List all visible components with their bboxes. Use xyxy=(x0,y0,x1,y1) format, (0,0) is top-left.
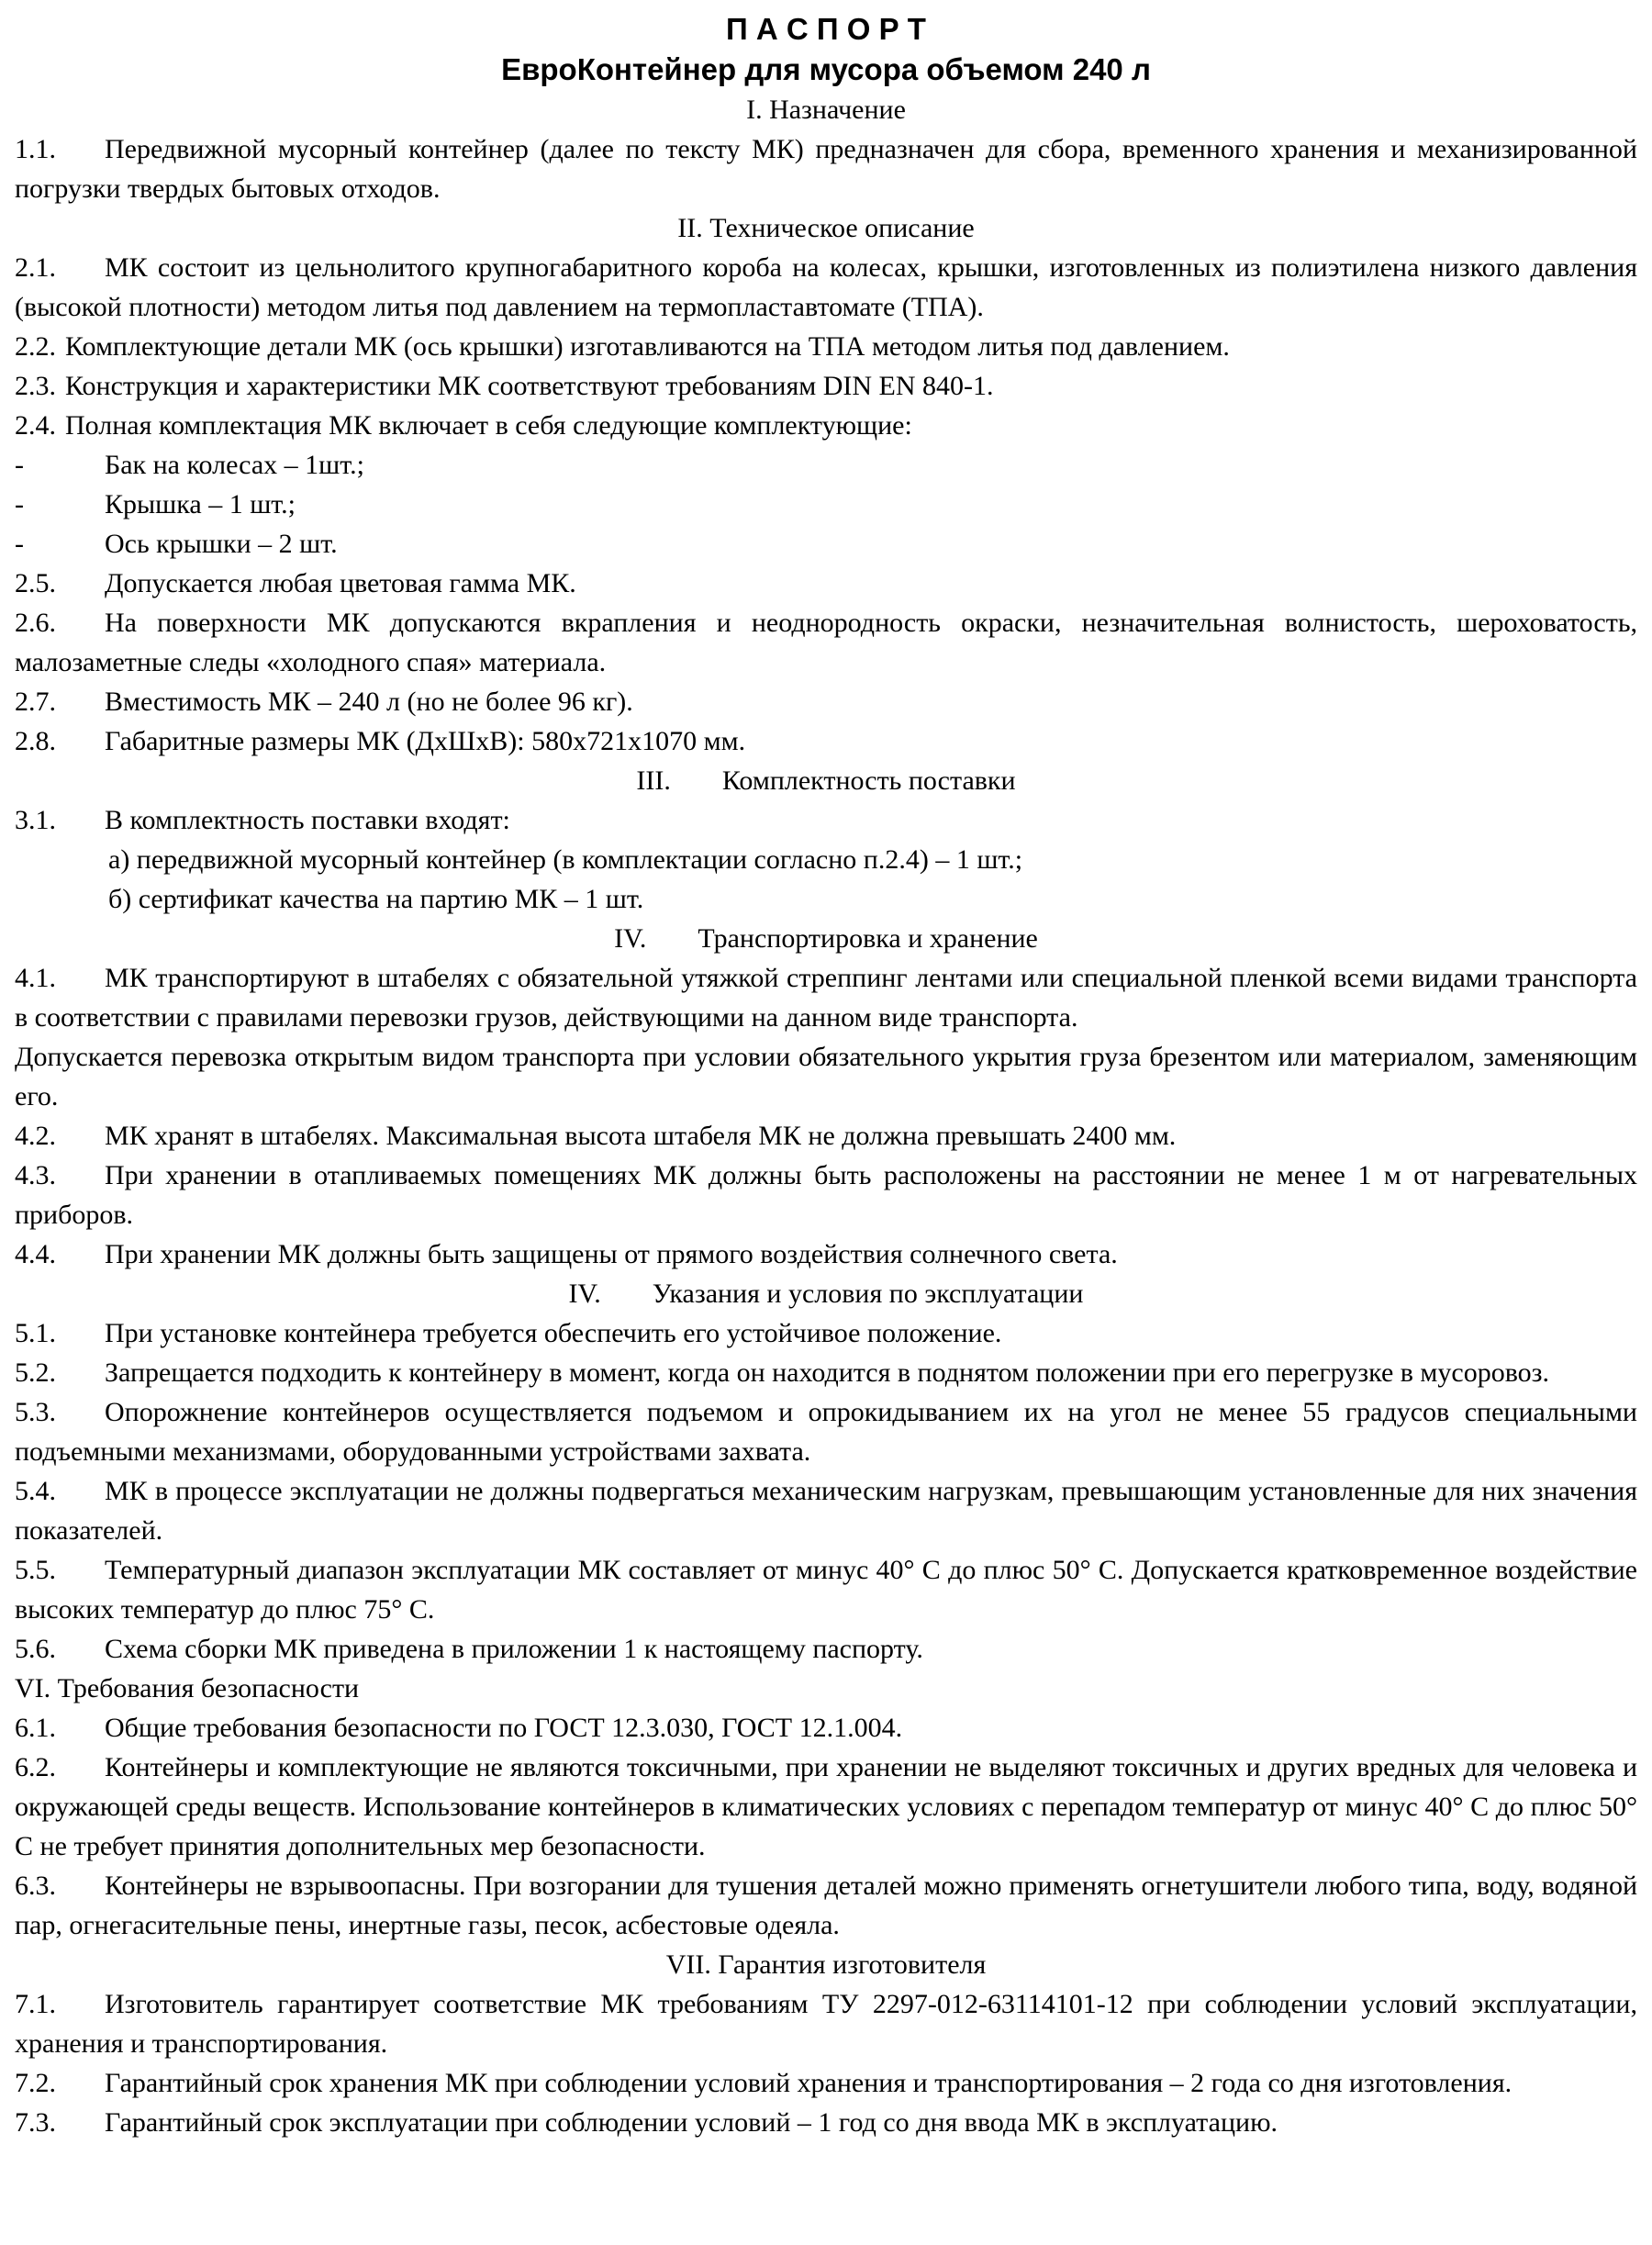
paragraph-text: МК состоит из цельнолитого крупногабаритного короба на колесах, крышки, изготовленных из полиэтилена низкого давления (высокой плотности) методом литья под давлением на термопластавтомате (ТПА). xyxy=(15,252,1637,322)
paragraph-text: Контейнеры и комплектующие не являются токсичными, при хранении не выделяют токсичных и других вредных для человека и окружающей среды веществ. Использование контейнеров в климатических условиях с перепадом температур от минус 40° С до плюс 50° С не требует принятия дополнительных мер безопасности. xyxy=(15,1752,1637,1861)
list-item xyxy=(15,524,1637,564)
list-item xyxy=(15,485,1637,524)
paragraph xyxy=(15,1313,1637,1353)
paragraph xyxy=(15,1234,1637,1274)
paragraph-number: 2.8. xyxy=(15,726,56,756)
section-title: VII. Гарантия изготовителя xyxy=(665,1949,987,1980)
paragraph xyxy=(15,1748,1637,1866)
paragraph xyxy=(15,1353,1637,1392)
section-heading xyxy=(15,761,1637,800)
section-heading xyxy=(15,208,1637,248)
paragraph-text: Опорожнение контейнеров осуществляется подъемом и опрокидыванием их на угол не менее 55 градусов специальными подъемными механизмами, оборудованными устройствами захвата. xyxy=(15,1397,1637,1467)
paragraph xyxy=(15,800,1637,840)
paragraph-number: 4.1. xyxy=(15,963,56,993)
section-heading xyxy=(15,1274,1637,1313)
paragraph-text: Крышка – 1 шт.; xyxy=(105,489,296,519)
section-heading xyxy=(15,1669,1637,1708)
paragraph-number: 2.7. xyxy=(15,687,56,717)
section-title: II. Техническое описание xyxy=(677,213,975,243)
paragraph xyxy=(15,366,1637,406)
paragraph xyxy=(15,1550,1637,1629)
paragraph-number: 5.3. xyxy=(15,1397,56,1427)
paragraph-text: При хранении в отапливаемых помещениях МК должны быть расположены на расстоянии не менее 1 м от нагревательных приборов. xyxy=(15,1160,1637,1230)
paragraph-text: Передвижной мусорный контейнер (далее по тексту МК) предназначен для сбора, временного хранения и механизированной погрузки твердых бытовых отходов. xyxy=(15,134,1637,204)
paragraph-text: Допускается любая цветовая гамма МК. xyxy=(105,568,576,598)
paragraph xyxy=(15,406,1637,445)
section-heading xyxy=(15,90,1637,129)
paragraph-number: 6.2. xyxy=(15,1752,56,1782)
paragraph-number: 2.6. xyxy=(15,608,56,638)
paragraph-number: 5.4. xyxy=(15,1476,56,1506)
section-title: Комплектность поставки xyxy=(721,765,1016,796)
section-title: Указания и условия по эксплуатации xyxy=(652,1279,1084,1309)
paragraph-text: Схема сборки МК приведена в приложении 1 к настоящему паспорту. xyxy=(105,1634,923,1664)
paragraph-number: - xyxy=(15,450,24,480)
paragraph xyxy=(15,2063,1637,2103)
paragraph xyxy=(15,1037,1637,1116)
paragraph-text: Гарантийный срок хранения МК при соблюдении условий хранения и транспортирования – 2 года со дня изготовления. xyxy=(105,2068,1512,2098)
paragraph-text: Бак на колесах – 1шт.; xyxy=(105,450,364,480)
section-title: VI. Требования безопасности xyxy=(15,1673,360,1703)
paragraph-text: Комплектующие детали МК (ось крышки) изготавливаются на ТПА методом литья под давлением. xyxy=(65,331,1230,362)
paragraph-text: Температурный диапазон эксплуатации МК составляет от минус 40° С до плюс 50° С. Допускается кратковременное воздействие высоких температур до плюс 75° С. xyxy=(15,1555,1637,1625)
section-number: IV. xyxy=(614,923,647,954)
paragraph-number: 7.1. xyxy=(15,1989,56,2019)
paragraph-number: 5.1. xyxy=(15,1318,56,1348)
paragraph-text: При установке контейнера требуется обеспечить его устойчивое положение. xyxy=(105,1318,1002,1348)
paragraph-text: Ось крышки – 2 шт. xyxy=(105,529,338,559)
paragraph-text: Вместимость МК – 240 л (но не более 96 кг). xyxy=(105,687,633,717)
paragraph-number: 2.2. xyxy=(15,331,56,362)
paragraph-text: Контейнеры не взрывоопасны. При возгорании для тушения деталей можно применять огнетушители любого типа, воду, водяной пар, огнегасительные пены, инертные газы, песок, асбестовые одеяла. xyxy=(15,1871,1637,1940)
paragraph-number: 4.3. xyxy=(15,1160,56,1190)
paragraph-number: 2.4. xyxy=(15,410,56,441)
paragraph-text: Общие требования безопасности по ГОСТ 12.3.030, ГОСТ 12.1.004. xyxy=(105,1713,903,1743)
paragraph xyxy=(15,1866,1637,1945)
sub-list-item xyxy=(15,840,1637,879)
paragraph-text: На поверхности МК допускаются вкрапления и неоднородность окраски, незначительная волнистость, шероховатость, малозаметные следы «холодного спая» материала. xyxy=(15,608,1637,677)
paragraph-number: 3.1. xyxy=(15,805,56,835)
paragraph-number: 5.6. xyxy=(15,1634,56,1664)
document-title: П А С П О Р Т xyxy=(726,12,926,46)
document-body xyxy=(15,90,1637,2142)
sub-list-item xyxy=(15,879,1637,919)
paragraph-number: 1.1. xyxy=(15,134,56,164)
sub-list-item-text: а) передвижной мусорный контейнер (в комплектации согласно п.2.4) – 1 шт.; xyxy=(108,844,1023,875)
paragraph-number: 5.2. xyxy=(15,1357,56,1388)
paragraph-text: Габаритные размеры МК (ДхШхВ): 580х721х1070 мм. xyxy=(105,726,746,756)
paragraph-number: 6.1. xyxy=(15,1713,56,1743)
paragraph-text: Конструкция и характеристики МК соответствуют требованиям DIN EN 840-1. xyxy=(65,371,994,401)
paragraph xyxy=(15,2103,1637,2142)
paragraph-number: 4.4. xyxy=(15,1239,56,1269)
paragraph-text: Запрещается подходить к контейнеру в момент, когда он находится в поднятом положении при его перегрузке в мусоровоз. xyxy=(105,1357,1550,1388)
paragraph-number: 4.2. xyxy=(15,1121,56,1151)
paragraph-text: МК хранят в штабелях. Максимальная высота штабеля МК не должна превышать 2400 мм. xyxy=(105,1121,1177,1151)
paragraph-number: - xyxy=(15,529,24,559)
paragraph xyxy=(15,1116,1637,1156)
paragraph xyxy=(15,1471,1637,1550)
paragraph xyxy=(15,958,1637,1037)
paragraph-text: Полная комплектация МК включает в себя следующие комплектующие: xyxy=(65,410,912,441)
section-number: IV. xyxy=(568,1279,601,1309)
paragraph-number: - xyxy=(15,489,24,519)
paragraph-number: 2.1. xyxy=(15,252,56,283)
section-heading xyxy=(15,1945,1637,1984)
paragraph xyxy=(15,1984,1637,2063)
paragraph xyxy=(15,1156,1637,1234)
paragraph-text: При хранении МК должны быть защищены от прямого воздействия солнечного света. xyxy=(105,1239,1118,1269)
paragraph xyxy=(15,1708,1637,1748)
paragraph-text: МК в процессе эксплуатации не должны подвергаться механическим нагрузкам, превышающим установленные для них значения показателей. xyxy=(15,1476,1637,1546)
paragraph-text: Изготовитель гарантирует соответствие МК требованиям ТУ 2297-012-63114101-12 при соблюдении условий эксплуатации, хранения и транспортирования. xyxy=(15,1989,1637,2059)
paragraph-number: 5.5. xyxy=(15,1555,56,1585)
paragraph-text: Допускается перевозка открытым видом транспорта при условии обязательного укрытия груза брезентом или материалом, заменяющим его. xyxy=(15,1042,1637,1111)
paragraph-text: В комплектность поставки входят: xyxy=(105,805,510,835)
section-number: III. xyxy=(636,765,671,796)
paragraph xyxy=(15,603,1637,682)
document-subtitle: ЕвроКонтейнер для мусора объемом 240 л xyxy=(501,52,1151,86)
paragraph-text: Гарантийный срок эксплуатации при соблюдении условий – 1 год со дня ввода МК в эксплуатацию. xyxy=(105,2107,1278,2138)
paragraph-text: МК транспортируют в штабелях с обязательной утяжкой стреппинг лентами или специальной пленкой всеми видами транспорта в соответствии с правилами перевозки грузов, действующими на данном виде транспорта. xyxy=(15,963,1637,1033)
paragraph xyxy=(15,1629,1637,1669)
paragraph xyxy=(15,564,1637,603)
paragraph xyxy=(15,129,1637,208)
paragraph-number: 7.3. xyxy=(15,2107,56,2138)
sub-list-item-text: б) сертификат качества на партию МК – 1 шт. xyxy=(108,884,644,914)
paragraph xyxy=(15,327,1637,366)
paragraph xyxy=(15,248,1637,327)
section-title: I. Назначение xyxy=(746,95,906,125)
paragraph-number: 6.3. xyxy=(15,1871,56,1901)
paragraph xyxy=(15,1392,1637,1471)
paragraph xyxy=(15,721,1637,761)
list-item xyxy=(15,445,1637,485)
paragraph-number: 2.3. xyxy=(15,371,56,401)
paragraph xyxy=(15,682,1637,721)
paragraph-number: 7.2. xyxy=(15,2068,56,2098)
section-heading xyxy=(15,919,1637,958)
paragraph-number: 2.5. xyxy=(15,568,56,598)
section-title: Транспортировка и хранение xyxy=(698,923,1038,954)
